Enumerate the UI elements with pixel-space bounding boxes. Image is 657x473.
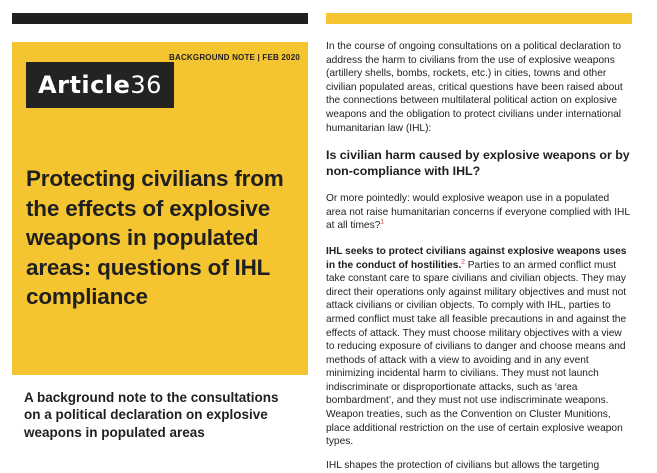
ihl-paragraph-body: Parties to an armed conflict must take constant care to spare civilians and civilian objects. They may direct their operations only against military objectives and must not attack civilians or civilian objects. To comply with IHL, parties to armed conflict must take all feasible precautions in and against the effects of attack. They must choose military objectives with a view to reducing exposure of civilians to danger and choose means and methods of attack with a view to avoiding and in any event minimizing incidental harm to civilians. They must not launch indiscriminate or disproportionate attacks, such as ‘area bombardment’, and they must not use indiscriminate weapons. Weapon treaties, such as the Convention on Cluster Munitions, place additional restriction on the use of certain explosive weapon types. [326,259,627,448]
footnote-ref-2[interactable]: 2 [461,258,465,266]
logo-bold-part: Article [38,71,131,99]
section-question-heading: Is civilian harm caused by explosive weapons or by non-compliance with IHL? [326,148,630,179]
question-paragraph-text: Or more pointedly: would explosive weapon use in a populated area not raise humanitarian concerns if everyone complied with IHL at all times? [326,193,630,232]
article36-logo [26,62,174,108]
top-bar-yellow [326,13,632,24]
logo-text [38,71,162,99]
note-label: BACKGROUND NOTE | FEB 2020 [168,53,300,62]
footnote-ref-1[interactable]: 1 [380,218,384,226]
intro-paragraph: In the course of ongoing consultations on a political declaration to address the harm to civilians from the use of explosive weapons (artillery shells, bombs, rockets, etc.) in cities, towns and other civilian populated areas, critical questions have been raised about the connections between multilateral political action on explosive weapons and the obligation to protect civilians under international humanitarian law (IHL): [326,41,623,134]
question-paragraph [326,192,632,233]
top-bar-dark [12,13,308,24]
ihl-paragraph-lead: IHL seeks to protect civilians against explosive weapons uses in the conduct of hostilities. [326,245,627,271]
logo-number-part: 36 [130,71,162,99]
truncated-paragraph: IHL shapes the protection of civilians but allows the targeting [326,459,600,471]
page-title: Protecting civilians from the effects of explosive weapons in populated areas: questions of IHL compliance [26,166,284,309]
cover-panel [12,42,308,375]
page-subtitle: A background note to the consultations on a political declaration on explosive weapons in populated areas [24,390,279,440]
ihl-paragraph [326,245,632,449]
body-text-column [326,40,632,472]
